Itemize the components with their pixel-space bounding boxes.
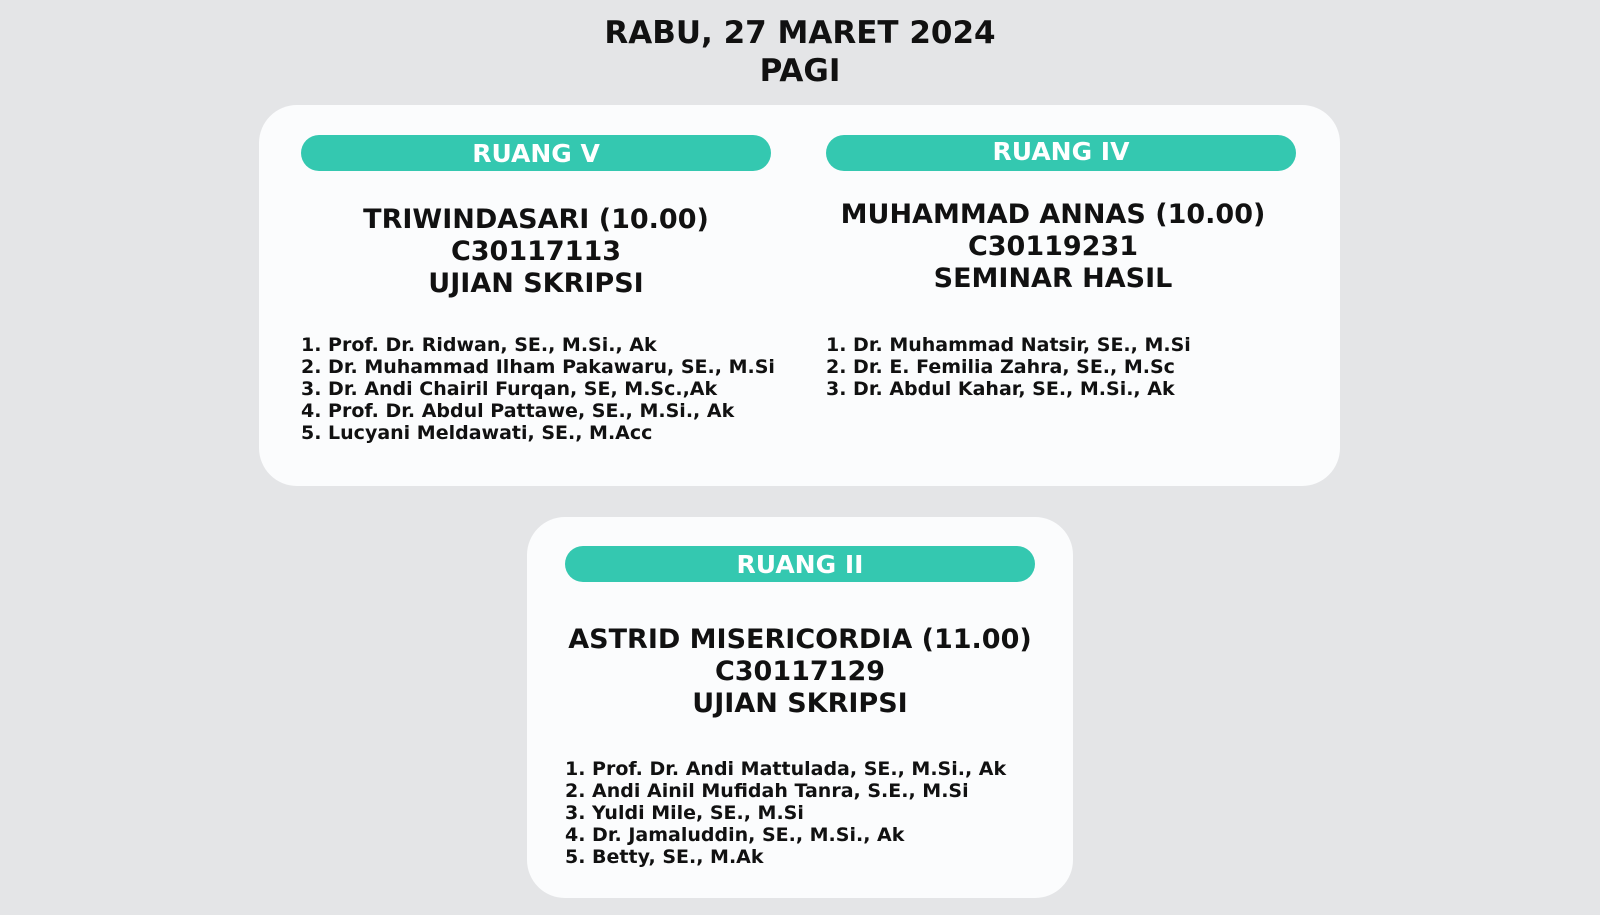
room-block-ii — [565, 546, 1035, 868]
examiner-item: 3. Dr. Abdul Kahar, SE., M.Si., Ak — [826, 378, 1175, 400]
examiner-list-iv — [826, 334, 1296, 400]
examiner-list-v — [301, 334, 775, 444]
student-id: C30117113 — [450, 236, 622, 267]
examiner-item: 5. Lucyani Meldawati, SE., M.Acc — [301, 422, 653, 444]
student-name: MUHAMMAD ANNAS (10.00) — [840, 199, 1266, 230]
student-id: C30119231 — [967, 231, 1139, 262]
room-label-v: RUANG V — [301, 135, 771, 171]
examiner-item: 3. Yuldi Mile, SE., M.Si — [565, 802, 804, 824]
exam-entry-v — [301, 204, 771, 300]
room-label-iv: RUANG IV — [826, 135, 1296, 171]
examiner-item: 4. Dr. Jamaluddin, SE., M.Si., Ak — [565, 824, 905, 846]
schedule-session: PAGI — [759, 53, 841, 89]
examiner-item: 5. Betty, SE., M.Ak — [565, 846, 764, 868]
examiner-item: 1. Dr. Muhammad Natsir, SE., M.Si — [826, 334, 1191, 356]
examiner-list-ii — [565, 758, 1035, 868]
examiner-item: 3. Dr. Andi Chairil Furqan, SE, M.Sc.,Ak — [301, 378, 718, 400]
examiner-item: 2. Dr. Muhammad Ilham Pakawaru, SE., M.Si — [301, 356, 775, 378]
examiner-item: 1. Prof. Dr. Andi Mattulada, SE., M.Si., Ak — [565, 758, 1007, 780]
exam-type: UJIAN SKRIPSI — [428, 268, 644, 299]
examiner-item: 4. Prof. Dr. Abdul Pattawe, SE., M.Si., Ak — [301, 400, 735, 422]
examiner-item: 2. Dr. E. Femilia Zahra, SE., M.Sc — [826, 356, 1175, 378]
schedule-header — [0, 14, 1600, 90]
student-name: ASTRID MISERICORDIA (11.00) — [568, 624, 1032, 655]
examiner-item: 1. Prof. Dr. Ridwan, SE., M.Si., Ak — [301, 334, 657, 356]
student-id: C30117129 — [714, 656, 886, 687]
exam-type: UJIAN SKRIPSI — [692, 688, 908, 719]
room-block-v — [301, 135, 775, 444]
schedule-date: RABU, 27 MARET 2024 — [604, 15, 996, 51]
exam-type: SEMINAR HASIL — [933, 263, 1173, 294]
exam-entry-iv — [810, 199, 1296, 295]
examiner-item: 2. Andi Ainil Mufidah Tanra, S.E., M.Si — [565, 780, 969, 802]
room-block-iv — [826, 135, 1296, 400]
student-name: TRIWINDASARI (10.00) — [363, 204, 709, 235]
room-label-ii: RUANG II — [565, 546, 1035, 582]
exam-entry-ii — [565, 624, 1035, 720]
